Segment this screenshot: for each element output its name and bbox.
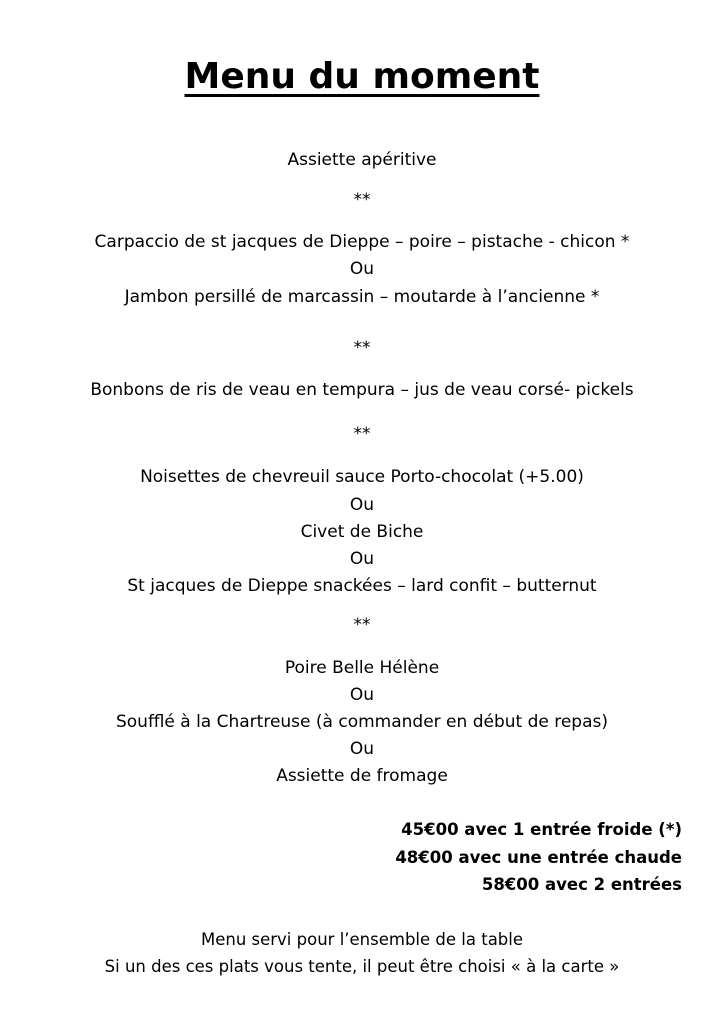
separator-4: ** [353, 615, 371, 635]
menu-title-text: Menu du moment [184, 56, 540, 97]
price-two-starters: 58€00 avec 2 entrées [481, 875, 682, 894]
footer-line-1: Menu servi pour l’ensemble de la table [200, 930, 524, 949]
dessert-2: Soufflé à la Chartreuse (à commander en début de repas) [115, 712, 609, 732]
separator-2: ** [353, 338, 371, 358]
or-label-1: Ou [349, 259, 375, 279]
main-course-2: Civet de Biche [300, 522, 424, 542]
or-label-2: Ou [349, 495, 375, 515]
dessert-1: Poire Belle Hélène [284, 658, 440, 678]
separator-1: ** [353, 190, 371, 210]
cold-starter-1: Carpaccio de st jacques de Dieppe – poire – pistache - chicon * [94, 232, 630, 252]
main-course-3: St jacques de Dieppe snackées – lard confit – butternut [127, 576, 597, 596]
hot-starter: Bonbons de ris de veau en tempura – jus de veau corsé- pickels [90, 380, 634, 400]
price-hot-starter: 48€00 avec une entrée chaude [395, 848, 682, 867]
separator-3: ** [353, 424, 371, 444]
or-label-3: Ou [349, 549, 375, 569]
main-course-1: Noisettes de chevreuil sauce Porto-chocolat (+5.00) [140, 467, 584, 487]
footer-line-2: Si un des ces plats vous tente, il peut être choisi « à la carte » [104, 957, 620, 976]
cold-starter-2: Jambon persillé de marcassin – moutarde à l’ancienne * [124, 287, 600, 307]
price-cold-starter: 45€00 avec 1 entrée froide (*) [401, 820, 682, 839]
or-label-4: Ou [349, 685, 375, 705]
dessert-3: Assiette de fromage [276, 766, 448, 786]
menu-title [0, 52, 724, 102]
appetizer: Assiette apéritive [287, 150, 437, 170]
or-label-5: Ou [349, 739, 375, 759]
